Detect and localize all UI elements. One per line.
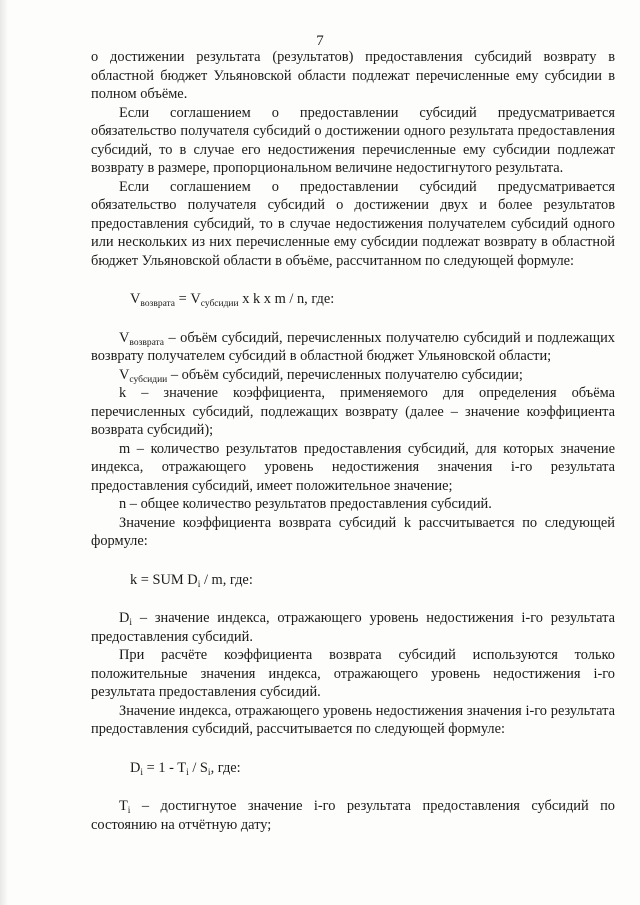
symbol-t-subscript: i xyxy=(127,806,131,816)
formula-v-subscript-vozvrata: возврата xyxy=(140,299,176,309)
definition-text: – объём субсидий, перечисленных получателю субсидии; xyxy=(170,366,523,383)
formula-v-symbol: V xyxy=(130,291,141,307)
document-body xyxy=(91,48,615,834)
formula-return-volume xyxy=(91,290,615,309)
formula-k-rest: / m, где: xyxy=(200,571,253,588)
paragraph-positive-values: При расчёте коэффициента возврата субсидий используются только положительные значения индекса, отражающего уровень недостижения i-го результата предоставления субсидий. xyxy=(91,647,615,700)
definition-v-vozvrata xyxy=(91,329,615,366)
definition-n: n – общее количество результатов предоставления субсидий. xyxy=(119,496,492,512)
symbol-v: V xyxy=(119,329,130,346)
definition-ti xyxy=(91,797,615,834)
formula-d-symbol: D xyxy=(130,759,141,776)
formula-rest: x k x m / n, где: xyxy=(238,291,335,307)
definition-text: – объём субсидий, перечисленных получателю субсидий и подлежащих возврату получателем субсидий в областной бюджет Ульяновской области; xyxy=(91,329,615,364)
paragraph-one-result: Если соглашением о предоставлении субсидий предусматривается обязательство получателя субсидий о достижении одного результата предоставления субсидий, то в случае его недостижения перечисленные ему субсидии подлежат возврату в размере, пропорциональном величине недостигнутого результата. xyxy=(91,104,615,176)
symbol-d: D xyxy=(119,610,130,626)
symbol-v-subscript: субсидии xyxy=(129,374,168,385)
scan-edge-shadow xyxy=(0,0,8,905)
symbol-v: V xyxy=(119,366,130,383)
paragraph-k-intro: Значение коэффициента возврата субсидий k рассчитывается по следующей формуле: xyxy=(91,514,615,549)
definition-di xyxy=(91,609,615,646)
paragraph-index-intro: Значение индекса, отражающего уровень недостижения значения i-го результата предоставления субсидий, рассчитывается по следующей формуле: xyxy=(91,702,615,737)
formula-v-subscript-subsidii: субсидии xyxy=(200,299,239,309)
symbol-v-subscript: возврата xyxy=(129,337,165,348)
symbol-d-subscript: i xyxy=(129,618,133,628)
definition-text: – достигнутое значение i-го результата предоставления субсидий по состоянию на отчётную дату; xyxy=(91,798,615,833)
formula-di xyxy=(91,759,615,778)
formula-k-lead: k = SUM D xyxy=(130,571,198,588)
definition-k: k – значение коэффициента, применяемого для определения объёма перечисленных субсидий, подлежащих возврату (далее – значение коэффициента возврата субсидий); xyxy=(91,385,615,438)
formula-d-rest: , где: xyxy=(210,759,241,776)
formula-d-mid: = 1 - T xyxy=(143,759,187,776)
definition-v-subsidii xyxy=(91,366,615,385)
formula-d-subscript: i xyxy=(140,767,144,778)
paragraph-return-full: о достижении результата (результатов) предоставления субсидий возврату в областной бюджет Ульяновской области подлежат перечисленные ему субсидии в полном объёме. xyxy=(91,49,615,102)
formula-d-slash: / S xyxy=(188,759,208,776)
symbol-t: T xyxy=(119,798,128,814)
paragraph-multiple-results: Если соглашением о предоставлении субсидий предусматривается обязательство получателя субсидий о достижении двух и более результатов предоставления субсидий, то в случае недостижения получателем субсидий одного или нескольких из них перечисленные ему субсидии подлежат возврату в областной бюджет Ульяновской области в объёме, рассчитанном по следующей формуле: xyxy=(91,178,615,269)
page-number: 7 xyxy=(316,33,324,49)
formula-t-subscript: i xyxy=(186,767,189,778)
definition-text: – значение индекса, отражающего уровень недостижения i-го результата предоставления субсидий. xyxy=(91,610,615,645)
definition-m: m – количество результатов предоставления субсидий, для которых значение индекса, отражающего уровень недостижения значения i-го результата предоставления субсидий, имеет положительное значение; xyxy=(91,440,615,494)
formula-equals-v: = V xyxy=(175,291,201,307)
formula-k-subscript-i: i xyxy=(197,579,201,590)
formula-k xyxy=(91,571,615,590)
formula-s-subscript: i xyxy=(207,767,211,778)
